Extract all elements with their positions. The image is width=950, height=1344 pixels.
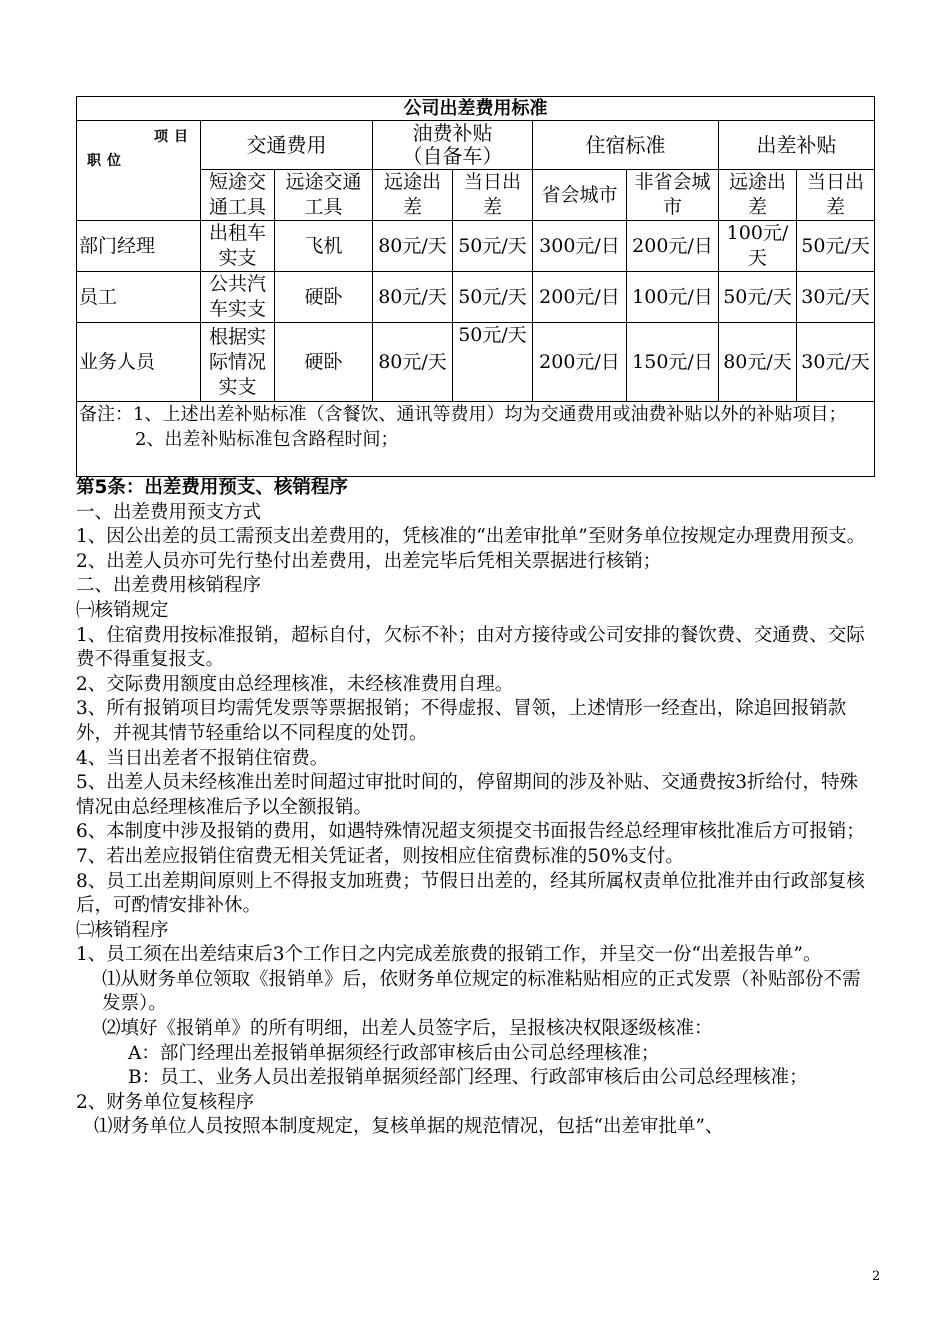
table-cell: 80元/天 xyxy=(719,323,797,402)
subheader: 当日出差 xyxy=(797,170,875,221)
paragraph: 4、当日出差者不报销住宿费。 xyxy=(76,747,329,769)
group-lodging: 住宿标准 xyxy=(533,121,719,170)
corner-item-label: 项目 xyxy=(154,129,194,145)
corner-position-label: 职位 xyxy=(87,153,127,169)
sub-item-b: B：员工、业务人员出差报销单据须经部门经理、行政部审核后由公司总经理核准； xyxy=(128,1067,808,1089)
sub-item-1: ⑴从财务单位领取《报销单》后，依财务单位规定的标准粘贴相应的正式发票（补贴部份不需发票）。 xyxy=(102,968,861,1015)
table-row xyxy=(77,221,875,272)
article-body xyxy=(76,476,876,1140)
paragraph: 5、出差人员未经核准出差时间超过审批时间的，停留期间的涉及补贴、交通费按3折给付，特殊情况由总经理核准后予以全额报销。 xyxy=(76,772,859,818)
table-cell: 80元/天 xyxy=(373,272,453,323)
paragraph: 8、员工出差期间原则上不得报支加班费；节假日出差的，经其所属权责单位批准并由行政部复核后，可酌情安排补休。 xyxy=(76,870,865,917)
paragraph: ㈠核销规定 xyxy=(76,599,169,621)
table-cell: 公共汽车实支 xyxy=(201,272,275,323)
table-cell: 50元/天 xyxy=(797,221,875,272)
table-cell: 100元/天 xyxy=(719,221,797,272)
paragraph: 6、本制度中涉及报销的费用，如遇特殊情况超支须提交书面报告经总经理审核批准后方可报销； xyxy=(76,821,865,843)
table-cell: 50元/天 xyxy=(453,221,533,272)
paragraph: 一、出差费用预支方式 xyxy=(76,501,262,523)
group-fuel: 油费补贴 （自备车） xyxy=(373,121,533,170)
table-cell: 硬卧 xyxy=(275,272,373,323)
note-line-2: 2、出差补贴标准包含路程时间； xyxy=(135,429,399,450)
subheader: 短途交通工具 xyxy=(201,170,275,221)
table-cell: 50元/天 xyxy=(453,272,533,323)
table-cell: 150元/日 xyxy=(627,323,719,402)
table-cell: 50元/天 xyxy=(719,272,797,323)
paragraph: 二、出差费用核销程序 xyxy=(76,575,262,597)
sub-item-2: ⑵填好《报销单》的所有明细，出差人员签字后，呈报核决权限逐级核准： xyxy=(102,1018,713,1040)
table-cell: 200元/日 xyxy=(533,272,627,323)
table-note xyxy=(77,402,875,477)
table-cell: 硬卧 xyxy=(275,323,373,402)
paragraph: 7、若出差应报销住宿费无相关凭证者，则按相应住宿费标准的50%支付。 xyxy=(76,845,684,867)
paragraph: 1、员工须在出差结束后3个工作日之内完成差旅费的报销工作，并呈交一份“出差报告单”。 xyxy=(76,944,822,966)
sub-item-3: ⑴财务单位人员按照本制度规定，复核单据的规范情况，包括“出差审批单”、 xyxy=(94,1116,724,1138)
paragraph: 2、出差人员亦可先行垫付出差费用，出差完毕后凭相关票据进行核销； xyxy=(76,550,662,572)
page-number: 2 xyxy=(872,1269,881,1284)
table-cell: 200元/日 xyxy=(533,323,627,402)
table-cell: 30元/天 xyxy=(797,323,875,402)
note-line-1: 备注：1、上述出差补贴标准（含餐饮、通讯等费用）均为交通费用或油费补贴以外的补贴项目； xyxy=(79,404,847,425)
row-position: 部门经理 xyxy=(77,221,201,272)
paragraph: ㈡核销程序 xyxy=(76,919,169,941)
row-position: 业务人员 xyxy=(77,323,201,402)
subheader: 远途交通工具 xyxy=(275,170,373,221)
subheader: 非省会城市 xyxy=(627,170,719,221)
table-row xyxy=(77,272,875,323)
table-cell: 100元/日 xyxy=(627,272,719,323)
table-cell: 出租车实支 xyxy=(201,221,275,272)
paragraph: 1、因公出差的员工需预支出差费用的，凭核准的“出差审批单”至财务单位按规定办理费用预支。 xyxy=(76,526,866,548)
row-position: 员工 xyxy=(77,272,201,323)
subheader: 远途出差 xyxy=(373,170,453,221)
table-cell: 飞机 xyxy=(275,221,373,272)
table-corner-header xyxy=(77,121,201,221)
paragraph: 2、交际费用额度由总经理核准，未经核准费用自理。 xyxy=(76,673,514,695)
group-transport: 交通费用 xyxy=(201,121,373,170)
table-cell: 80元/天 xyxy=(373,221,453,272)
table-cell: 根据实际情况实支 xyxy=(201,323,275,402)
group-allowance: 出差补贴 xyxy=(719,121,875,170)
table-cell: 200元/日 xyxy=(627,221,719,272)
subheader: 远途出差 xyxy=(719,170,797,221)
table-title: 公司出差费用标准 xyxy=(77,97,875,121)
table-cell: 80元/天 xyxy=(373,323,453,402)
table-cell: 50元/天 xyxy=(453,323,533,402)
table-cell: 30元/天 xyxy=(797,272,875,323)
table-cell: 300元/日 xyxy=(533,221,627,272)
sub-item-a: A：部门经理出差报销单据须经行政部审核后由公司总经理核准； xyxy=(128,1042,660,1064)
paragraph: 3、所有报销项目均需凭发票等票据报销；不得虚报、冒领，上述情形一经查出，除追回报销款外，并视其情节轻重给以不同程度的处罚。 xyxy=(76,698,847,744)
paragraph: 1、住宿费用按标准报销，超标自付，欠标不补；由对方接待或公司安排的餐饮费、交通费、交际费不得重复报支。 xyxy=(76,624,865,671)
travel-expense-standard-table xyxy=(76,96,875,477)
article-heading: 第5条：出差费用预支、核销程序 xyxy=(76,477,348,498)
paragraph: 2、财务单位复核程序 xyxy=(76,1091,255,1113)
subheader: 当日出差 xyxy=(453,170,533,221)
subheader: 省会城市 xyxy=(533,170,627,221)
table-row xyxy=(77,323,875,402)
